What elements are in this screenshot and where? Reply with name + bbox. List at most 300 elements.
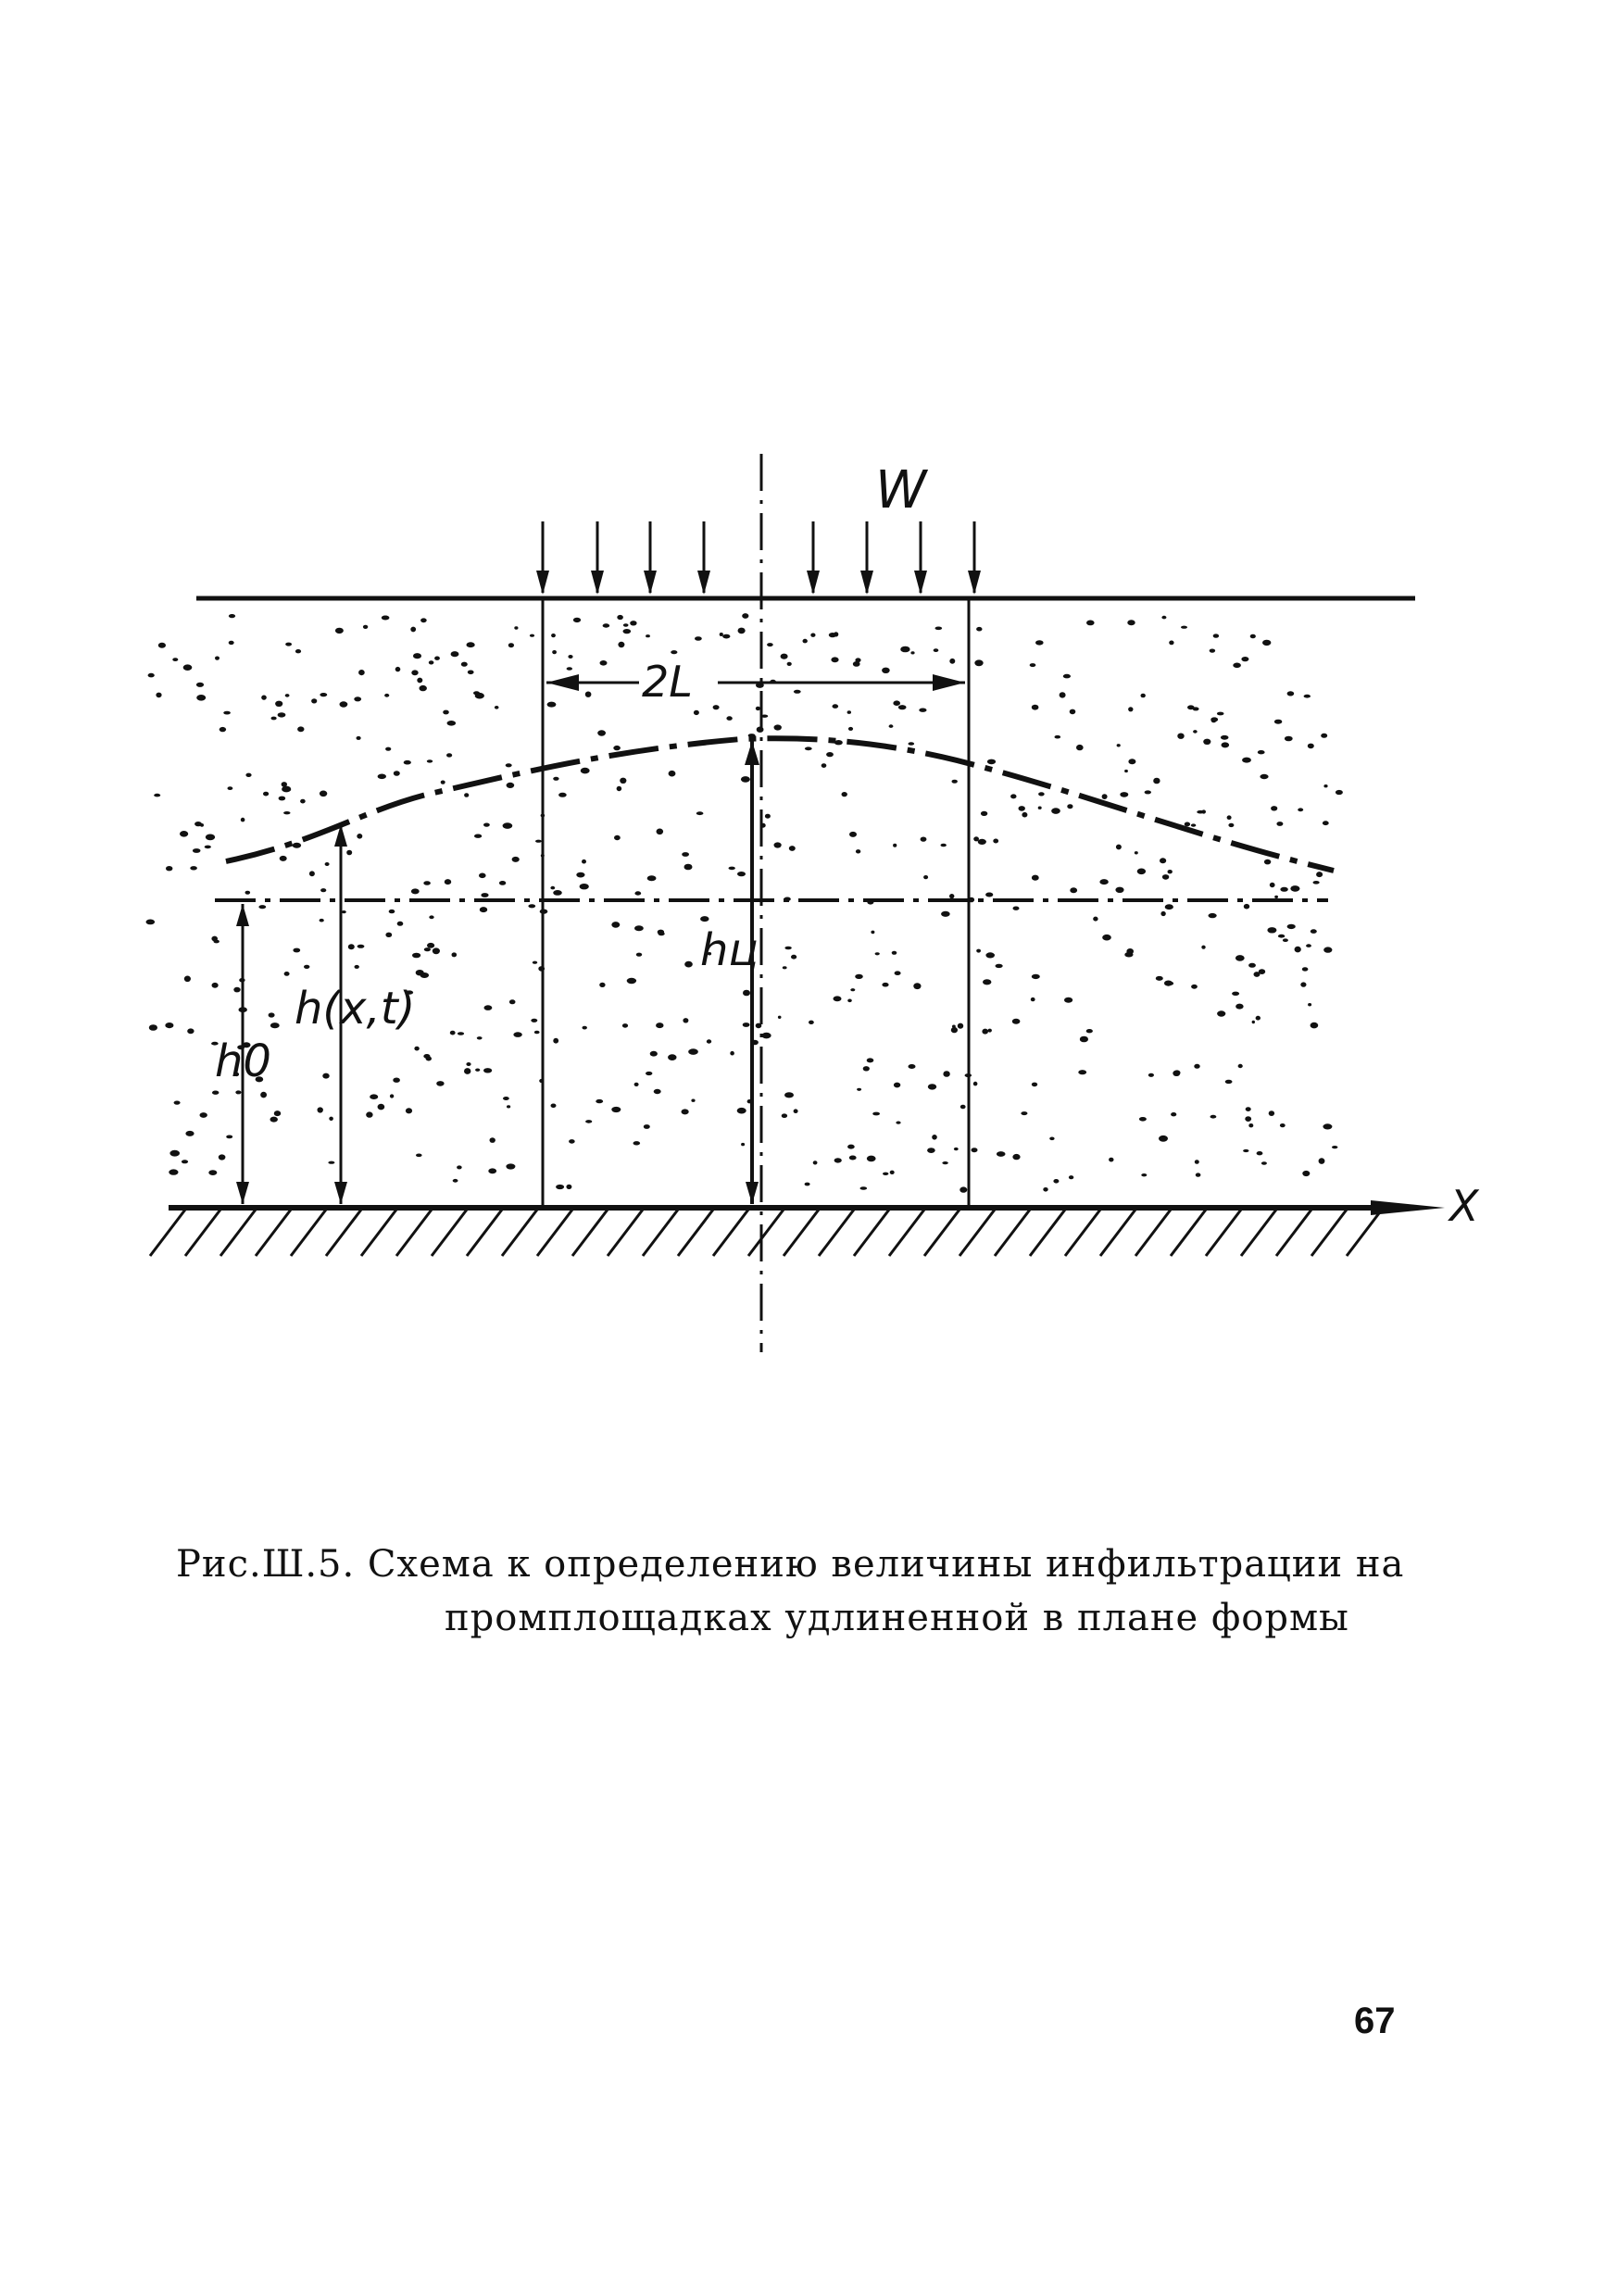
soil-dot — [1164, 981, 1173, 986]
hatch-stroke — [995, 1210, 1030, 1256]
soil-dot — [1032, 1083, 1037, 1087]
soil-dot — [761, 1033, 771, 1039]
soil-dot — [1209, 913, 1217, 918]
soil-dot — [206, 834, 215, 841]
soil-dot — [847, 1145, 855, 1149]
soil-dot — [935, 627, 943, 631]
soil-dot — [960, 1186, 967, 1192]
soil-dot — [882, 668, 890, 673]
soil-dot — [657, 829, 664, 835]
soil-dot — [1304, 695, 1311, 698]
soil-dot — [585, 692, 592, 697]
hatch-stroke — [256, 1210, 291, 1256]
soil-dot — [558, 793, 567, 797]
soil-dot — [988, 1029, 992, 1033]
soil-dot — [1308, 1003, 1311, 1006]
soil-dot — [506, 763, 512, 767]
soil-dot — [909, 1064, 916, 1069]
soil-dot — [1032, 974, 1040, 979]
soil-dot — [1323, 821, 1329, 825]
soil-dot — [898, 705, 907, 709]
soil-dot — [490, 1137, 495, 1143]
soil-dot — [1323, 947, 1332, 952]
soil-dot — [1267, 927, 1276, 933]
hatch-stroke — [150, 1210, 185, 1256]
soil-dot — [182, 1160, 188, 1163]
soil-dot — [611, 1107, 621, 1112]
hatch-stroke — [784, 1210, 819, 1256]
soil-dot — [1243, 1149, 1248, 1152]
soil-dot — [1321, 734, 1327, 738]
soil-dot — [694, 710, 699, 715]
soil-dot — [507, 783, 515, 788]
soil-dot — [1262, 640, 1271, 646]
soil-dot — [183, 664, 193, 671]
soil-dot — [477, 1036, 483, 1039]
soil-dot — [185, 1131, 194, 1136]
soil-dot — [849, 832, 857, 837]
soil-dot — [488, 1168, 496, 1173]
soil-dot — [427, 759, 433, 762]
soil-dot — [464, 1068, 470, 1074]
soil-dot — [385, 747, 391, 751]
hatch-stroke — [326, 1210, 361, 1256]
soil-dot — [1127, 620, 1135, 625]
soil-dot — [1250, 634, 1256, 639]
soil-dot — [778, 1016, 782, 1019]
soil-dot — [293, 948, 300, 953]
soil-dot — [190, 866, 197, 870]
soil-dot — [973, 1082, 978, 1086]
soil-dot — [370, 1094, 378, 1099]
soil-dot — [215, 657, 219, 660]
soil-dot — [633, 1141, 641, 1145]
soil-dot — [895, 971, 901, 975]
soil-dot — [187, 1028, 194, 1034]
soil-dot — [783, 966, 787, 969]
soil-dot — [325, 862, 330, 866]
soil-dot — [1280, 887, 1287, 892]
soil-dot — [318, 1107, 323, 1112]
soil-dot — [742, 613, 748, 619]
soil-dot — [458, 1032, 464, 1035]
soil-dot — [245, 773, 251, 777]
soil-dot — [730, 1051, 734, 1056]
hatch-stroke — [361, 1210, 396, 1256]
soil-dot — [169, 1150, 180, 1157]
soil-dot — [1019, 806, 1025, 811]
soil-dot — [863, 1066, 870, 1071]
groundwater-mound-curve — [226, 738, 1334, 871]
soil-dot — [1030, 663, 1036, 667]
soil-dot — [909, 742, 915, 746]
soil-dot — [1244, 904, 1249, 910]
soil-dot — [1210, 1115, 1217, 1119]
soil-dot — [260, 1092, 267, 1098]
soil-dot — [634, 1083, 639, 1086]
soil-dot — [622, 1023, 628, 1028]
soil-dot — [200, 823, 204, 827]
soil-dot — [900, 646, 909, 653]
soil-dot — [389, 910, 395, 913]
soil-dot — [531, 1019, 537, 1023]
soil-dot — [893, 844, 897, 847]
soil-dot — [328, 1161, 334, 1164]
soil-dot — [263, 792, 269, 797]
soil-dot — [596, 1099, 603, 1103]
soil-dot — [981, 811, 987, 816]
soil-dot — [1109, 1158, 1113, 1162]
soil-dot — [1069, 1175, 1073, 1179]
soil-dot — [357, 945, 365, 948]
soil-dot — [366, 1111, 372, 1117]
soil-dot — [320, 919, 324, 922]
soil-dot — [1278, 935, 1285, 938]
soil-dot — [867, 1156, 876, 1162]
soil-dot — [329, 1117, 333, 1121]
soil-dot — [682, 852, 689, 857]
soil-dot — [413, 653, 421, 659]
hxt-label: h(x,t) — [295, 983, 416, 1035]
soil-dot — [1238, 1064, 1243, 1068]
soil-dot — [1316, 872, 1323, 877]
soil-dot — [713, 705, 720, 709]
soil-dot — [149, 1024, 157, 1031]
soil-dot — [309, 871, 315, 876]
soil-dot — [1227, 815, 1232, 820]
soil-dot — [211, 936, 218, 942]
hc-label: hц — [700, 924, 759, 976]
soil-dot — [603, 623, 610, 627]
soil-dot — [212, 1091, 219, 1095]
soil-dot — [451, 651, 459, 657]
soil-dot — [1169, 641, 1173, 646]
soil-dot — [346, 850, 352, 856]
soil-dot — [805, 747, 812, 750]
soil-dot — [599, 983, 605, 987]
soil-dot — [781, 654, 788, 659]
soil-dot — [270, 1117, 278, 1123]
soil-dot — [483, 823, 490, 827]
soil-dot — [503, 822, 513, 829]
soil-dot — [205, 846, 211, 849]
soil-dot — [452, 952, 458, 957]
hatch-stroke — [502, 1210, 537, 1256]
soil-dot — [688, 1048, 698, 1055]
soil-dot — [475, 1069, 480, 1072]
soil-dot — [1124, 770, 1128, 772]
soil-dot — [245, 891, 251, 895]
soil-dot — [985, 952, 995, 958]
soil-dot — [1260, 774, 1268, 779]
soil-dot — [1217, 712, 1224, 716]
soil-dot — [148, 673, 155, 678]
soil-dot — [949, 659, 955, 664]
soil-dot — [235, 1090, 241, 1094]
soil-dot — [919, 709, 926, 712]
soil-dot — [927, 1148, 935, 1153]
soil-dot — [691, 1099, 695, 1102]
soil-dot — [646, 634, 650, 637]
soil-dot — [1242, 758, 1251, 763]
soil-dot — [229, 641, 234, 645]
soil-dot — [223, 711, 231, 715]
soil-dot — [228, 786, 233, 790]
soil-dot — [340, 701, 348, 707]
soil-dot — [447, 721, 457, 726]
soil-dot — [411, 670, 418, 675]
soil-dot — [784, 1092, 794, 1098]
soil-dot — [729, 867, 735, 871]
soil-dot — [1148, 1073, 1154, 1077]
soil-dot — [1259, 969, 1265, 974]
soil-dot — [1153, 778, 1160, 784]
soil-dot — [166, 866, 172, 871]
soil-dot — [1280, 1123, 1286, 1127]
infiltration-arrow-head — [914, 571, 927, 595]
soil-dot — [1285, 736, 1293, 742]
soil-dot — [978, 839, 986, 845]
soil-dot — [1067, 804, 1072, 809]
soil-dot — [420, 972, 430, 978]
soil-dot — [958, 1023, 963, 1029]
soil-dot — [576, 872, 584, 878]
soil-dot — [623, 629, 632, 634]
soil-dot — [509, 999, 516, 1004]
soil-dot — [404, 760, 411, 765]
soil-dot — [668, 1054, 676, 1060]
soil-dot — [855, 974, 863, 979]
infiltration-arrow-head — [697, 571, 710, 595]
soil-dot — [568, 655, 572, 659]
soil-dot — [1165, 904, 1173, 910]
soil-dot — [741, 776, 750, 783]
dimension-2l-arrow-left — [546, 674, 579, 691]
soil-dot — [208, 1170, 217, 1175]
soil-dot — [805, 1183, 810, 1186]
soil-dot — [1168, 870, 1173, 873]
soil-dot — [335, 628, 344, 634]
soil-dot — [499, 881, 506, 885]
soil-dot — [1217, 1010, 1225, 1016]
hatch-stroke — [1311, 1210, 1347, 1256]
soil-dot — [397, 922, 404, 926]
soil-dot — [952, 780, 958, 784]
dimension-2l-label: 2L — [642, 657, 693, 707]
soil-dot — [1160, 858, 1166, 863]
soil-dot — [1258, 750, 1265, 754]
soil-dot — [1276, 822, 1283, 826]
soil-dot — [297, 726, 304, 732]
soil-dot — [483, 1068, 492, 1073]
soil-dot — [658, 932, 665, 935]
soil-dot — [1313, 881, 1320, 885]
soil-dot — [1225, 1080, 1233, 1084]
soil-dot — [894, 1083, 900, 1088]
soil-dot — [1063, 674, 1071, 679]
soil-dot — [551, 1104, 557, 1109]
soil-dot — [1031, 997, 1035, 1001]
soil-dot — [1221, 735, 1229, 740]
soil-dot — [219, 727, 226, 732]
soil-dot — [1080, 1036, 1088, 1043]
soil-dot — [1274, 720, 1282, 724]
soil-dot — [872, 1112, 880, 1116]
hatch-stroke — [1347, 1210, 1382, 1256]
soil-dot — [1235, 955, 1245, 961]
soil-dot — [1115, 887, 1123, 893]
soil-dot — [468, 671, 474, 675]
soil-dot — [997, 1151, 1006, 1157]
soil-dot — [395, 667, 401, 671]
infiltration-arrow-head — [536, 571, 549, 595]
soil-dot — [646, 1072, 652, 1075]
soil-dot — [650, 1051, 658, 1057]
soil-dot — [464, 793, 469, 797]
soil-dot — [1053, 1179, 1059, 1184]
soil-dot — [1086, 1029, 1093, 1033]
soil-dot — [357, 736, 361, 740]
soil-dot — [1156, 976, 1163, 981]
soil-dot — [700, 916, 709, 922]
soil-dot — [354, 696, 361, 701]
soil-dot — [875, 952, 880, 955]
soil-dot — [1228, 823, 1234, 827]
soil-dot — [1287, 924, 1296, 929]
soil-dot — [813, 1161, 818, 1164]
soil-dot — [420, 685, 427, 691]
soil-dot — [644, 1124, 650, 1129]
soil-dot — [1195, 1160, 1199, 1164]
soil-dot — [996, 964, 1003, 968]
soil-dot — [671, 650, 677, 654]
soil-dot — [1124, 952, 1133, 958]
hatch-stroke — [185, 1210, 220, 1256]
soil-dot — [1032, 705, 1039, 710]
soil-dot — [1290, 885, 1299, 892]
hatch-stroke — [678, 1210, 713, 1256]
infiltration-arrow-head — [860, 571, 873, 595]
soil-dot — [656, 1023, 663, 1028]
soil-dot — [285, 643, 292, 646]
soil-dot — [791, 955, 796, 960]
soil-dot — [974, 659, 983, 666]
soil-dot — [311, 698, 317, 703]
hatch-stroke — [537, 1210, 572, 1256]
soil-dot — [737, 872, 746, 876]
soil-dot — [241, 818, 245, 822]
soil-dot — [573, 618, 581, 622]
soil-dot — [274, 1110, 281, 1116]
soil-dot — [1116, 845, 1122, 850]
soil-dot — [850, 988, 855, 991]
soil-dot — [1308, 744, 1314, 749]
soil-dot — [1086, 621, 1095, 626]
soil-dot — [420, 618, 427, 622]
soil-dot — [567, 667, 572, 671]
soil-dot — [834, 996, 842, 1001]
soil-dot — [972, 1148, 978, 1152]
soil-dot — [261, 696, 267, 700]
soil-dot — [533, 961, 537, 964]
soil-dot — [857, 1088, 861, 1091]
soil-dot — [860, 1186, 868, 1190]
soil-dot — [174, 1101, 181, 1105]
soil-dot — [1210, 649, 1215, 653]
soil-dot — [617, 615, 623, 620]
soil-dot — [1248, 963, 1256, 968]
soil-dot — [282, 782, 287, 787]
soil-dot — [826, 752, 834, 757]
soil-dot — [436, 1081, 444, 1086]
soil-dot — [617, 786, 622, 791]
soil-dot — [1311, 929, 1317, 934]
soil-dot — [355, 965, 359, 969]
soil-dot — [1060, 692, 1066, 697]
soil-dot — [636, 953, 642, 957]
soil-dot — [913, 983, 921, 989]
soil-dot — [743, 990, 750, 997]
soil-dot — [794, 1109, 798, 1113]
soil-dot — [357, 834, 362, 839]
h0-label: h0 — [215, 1035, 271, 1087]
soil-dot — [1210, 717, 1218, 721]
soil-dot — [275, 701, 282, 707]
soil-dot — [647, 875, 657, 881]
soil-dot — [481, 893, 488, 897]
hatch-stroke — [608, 1210, 643, 1256]
soil-dot — [342, 910, 346, 913]
soil-dot — [613, 746, 621, 750]
soil-dot — [154, 794, 160, 797]
soil-dot — [433, 947, 440, 954]
soil-dot — [1160, 911, 1165, 916]
soil-dot — [581, 768, 590, 774]
soil-dot — [1038, 792, 1045, 796]
soil-dot — [434, 657, 440, 660]
soil-dot — [1139, 1117, 1147, 1122]
soil-dot — [410, 627, 416, 633]
soil-dot — [1235, 1004, 1243, 1010]
soil-dot — [1102, 794, 1108, 799]
soil-dot — [390, 1094, 394, 1098]
soil-dot — [219, 1154, 226, 1160]
soil-dot — [726, 716, 732, 721]
soil-dot — [774, 724, 782, 730]
soil-dot — [789, 846, 796, 851]
soil-dot — [1203, 739, 1210, 745]
soil-dot — [976, 627, 982, 632]
soil-dot — [623, 623, 629, 626]
soil-dot — [443, 710, 449, 715]
soil-dot — [1070, 709, 1076, 715]
soil-dot — [1232, 992, 1239, 996]
soil-dot — [580, 884, 589, 889]
soil-dot — [1022, 812, 1027, 818]
soil-dot — [1128, 707, 1133, 711]
h0-arrow-top — [236, 904, 249, 926]
soil-dot — [834, 1158, 842, 1162]
hatch-stroke — [432, 1210, 467, 1256]
soil-dot — [550, 886, 555, 890]
soil-dot — [1185, 822, 1190, 827]
infiltration-arrow-head — [807, 571, 820, 595]
soil-dot — [582, 859, 586, 864]
hatch-stroke — [291, 1210, 326, 1256]
soil-dot — [1021, 1111, 1027, 1115]
soil-dot — [271, 717, 277, 721]
hatch-stroke — [889, 1210, 924, 1256]
